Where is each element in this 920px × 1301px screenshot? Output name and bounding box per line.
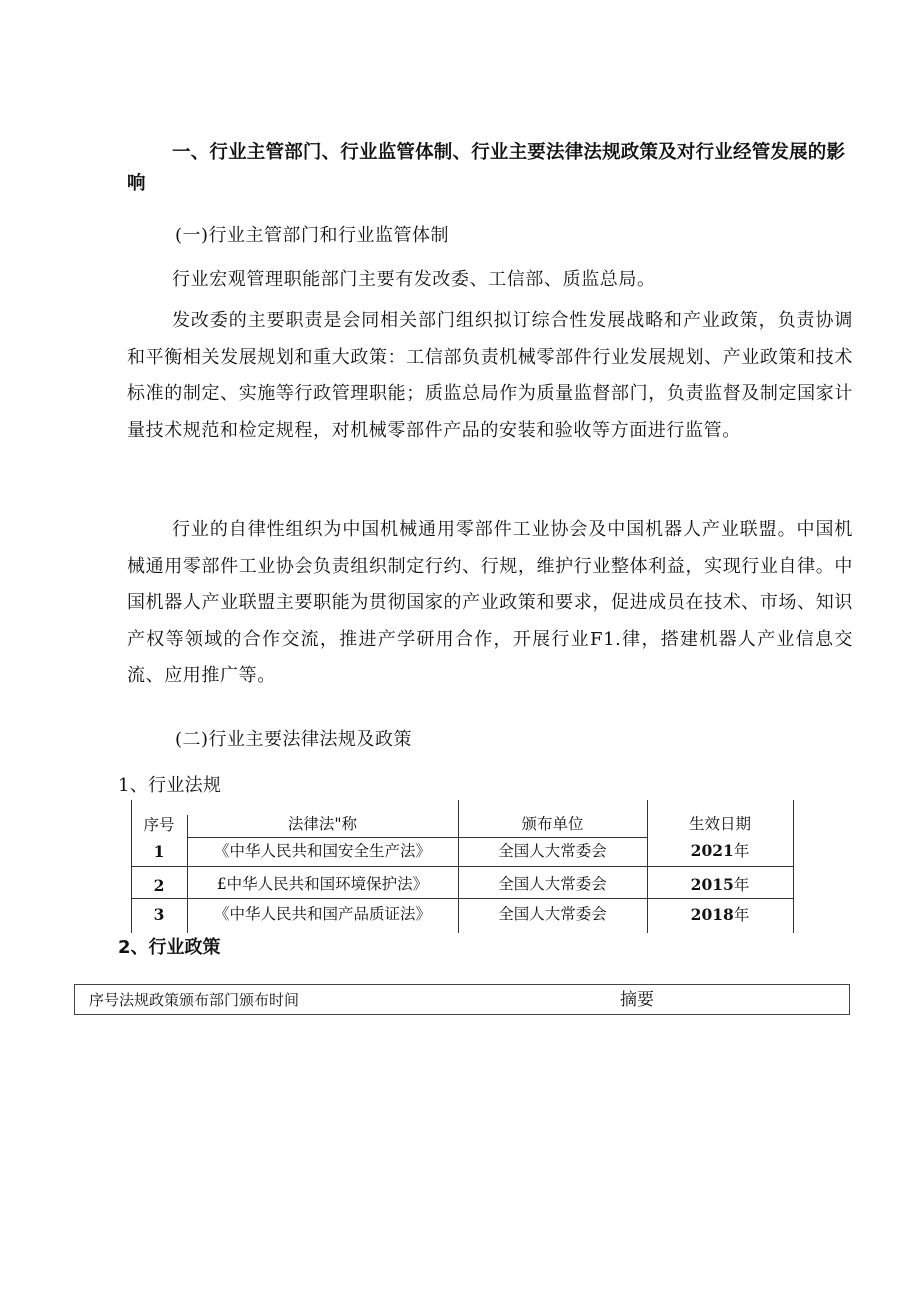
law-row-3-issuer: 全国人大常委会 — [498, 905, 607, 923]
law-row-1-issuer: 全国人大常委会 — [498, 842, 607, 860]
paragraph-1: 行业宏观管理职能部门主要有发改委、工信部、质监总局。 — [172, 269, 656, 290]
paragraph-2: 发改委的主要职责是会同相关部门组织拟订综合性发展战略和产业政策，负责协调和平衡相关发展规划和重大政策：工信部负责机械零部件行业发展规划、产业政策和技术标准的制定、实施等行政管理职能；质监总局作为质量监督部门，负责监督及制定国家计量技术规范和检定规程，对机械零部件产品的安装和验收等方面进行监管。 — [127, 310, 853, 441]
policy-header-columns: 序号法规政策颁布部门颁布时间 — [89, 991, 300, 1009]
table-border — [131, 866, 793, 867]
law-row-1-no: 1 — [153, 842, 165, 861]
policy-header-summary: 摘要 — [620, 990, 654, 1010]
law-row-2-issuer: 全国人大常委会 — [498, 875, 607, 893]
law-header-issuer: 颁布单位 — [521, 815, 584, 833]
law-row-1-unit: 年 — [733, 842, 750, 860]
law-row-1-date — [647, 840, 793, 862]
law-row-3-unit: 年 — [733, 906, 750, 924]
policy-table — [74, 984, 850, 1015]
law-row-2-date — [647, 874, 793, 896]
law-row-2-unit: 年 — [733, 876, 750, 894]
law-row-3-name: 《中华人民共和国产品质证法》 — [213, 905, 431, 923]
law-row-2-year: 2015 — [690, 875, 734, 894]
law-row-2-name: £中华人民共和国环境保护法》 — [216, 875, 429, 893]
law-header-name: 法律法"称 — [287, 815, 358, 833]
subsection-title-1: (一)行业主管部门和行业监管体制 — [175, 225, 450, 246]
law-row-1-year: 2021 — [690, 841, 734, 860]
law-row-3-no: 3 — [153, 905, 165, 924]
law-row-3-date — [647, 904, 793, 926]
law-row-3-year: 2018 — [690, 905, 734, 924]
law-heading: 1、行业法规 — [118, 775, 222, 796]
law-header-no: 序号 — [143, 816, 175, 834]
table-border — [131, 898, 793, 899]
subsection-title-2: (二)行业主要法律法规及政策 — [175, 729, 413, 750]
law-row-1-name: 《中华人民共和国安全生产法》 — [213, 842, 431, 860]
table-border — [793, 800, 794, 933]
policy-heading: 2、行业政策 — [118, 937, 221, 958]
law-header-date: 生效日期 — [688, 815, 751, 833]
paragraph-3: 行业的自律性组织为中国机械通用零部件工业协会及中国机器人产业联盟。中国机械通用零部件工业协会负责组织制定行约、行规，维护行业整体利益，实现行业自律。中国机器人产业联盟主要职能为贯彻国家的产业政策和要求，促进成员在技术、市场、知识产权等领域的合作交流，推进产学研用合作，开展行业F1.律，搭建机器人产业信息交流、应用推广等。 — [127, 519, 853, 686]
section-title: 一、行业主管部门、行业监管体制、行业主要法律法规政策及对行业经管发展的影响 — [127, 142, 846, 194]
law-row-2-no: 2 — [153, 876, 165, 895]
table-border — [187, 837, 647, 838]
